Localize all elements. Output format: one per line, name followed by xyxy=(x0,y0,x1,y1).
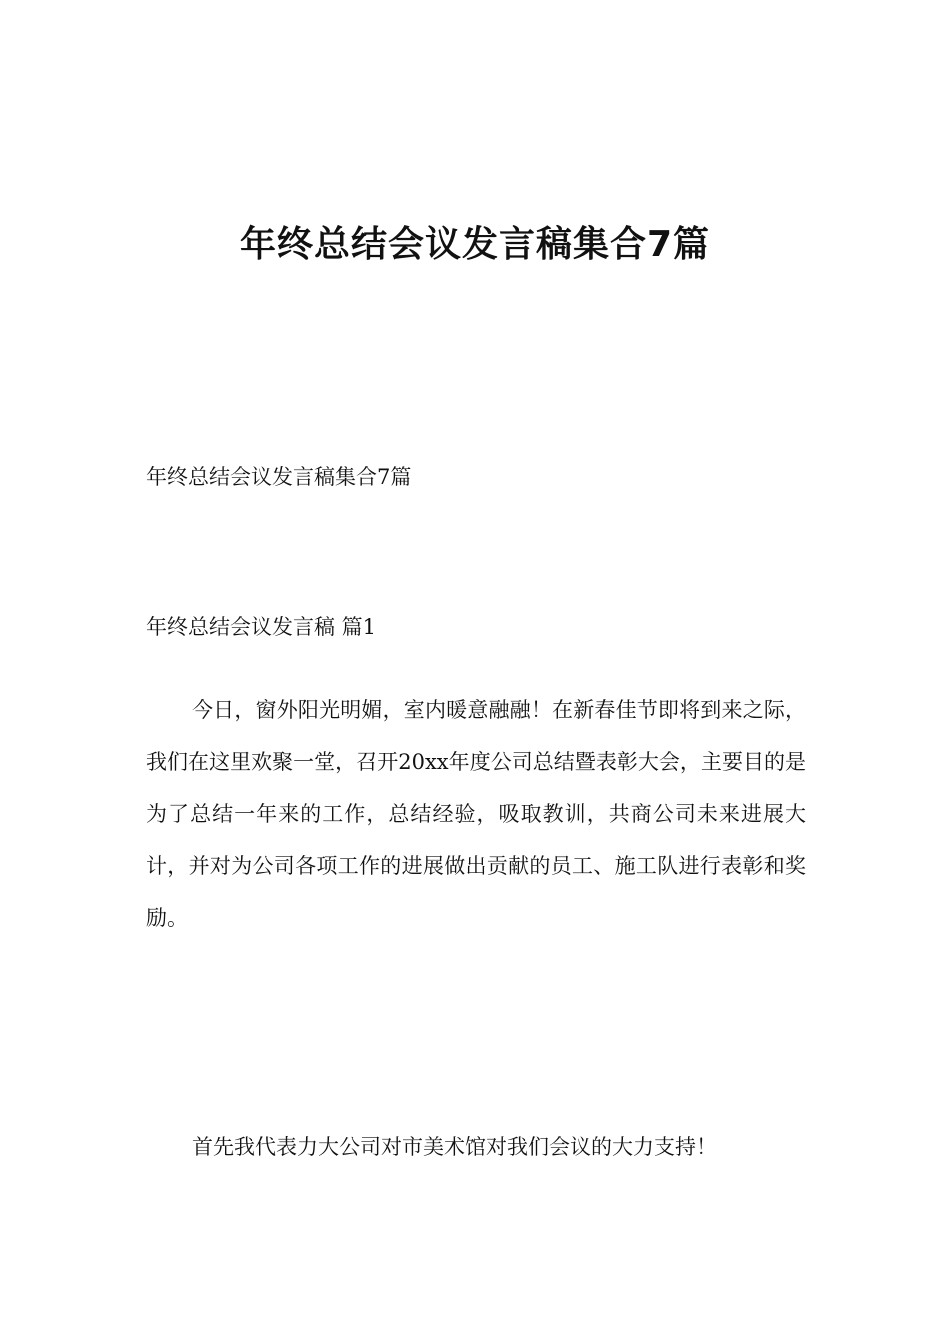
document-subtitle: 年终总结会议发言稿集合7篇 xyxy=(146,465,412,489)
document-title: 年终总结会议发言稿集合7篇 xyxy=(239,224,711,265)
body-paragraph-1: 今日，窗外阳光明媚，室内暖意融融！在新春佳节即将到来之际，我们在这里欢聚一堂，召开20xx年度公司总结暨表彰大会，主要目的是为了总结一年来的工作，总结经验，吸取教训，共商公司未来进展大计，并对为公司各项工作的进展做出贡献的员工、施工队进行表彰和奖励。 xyxy=(146,698,806,930)
section-heading: 年终总结会议发言稿 篇1 xyxy=(146,615,377,639)
body-paragraph-2: 首先我代表力大公司对市美术馆对我们会议的大力支持！ xyxy=(192,1135,717,1159)
